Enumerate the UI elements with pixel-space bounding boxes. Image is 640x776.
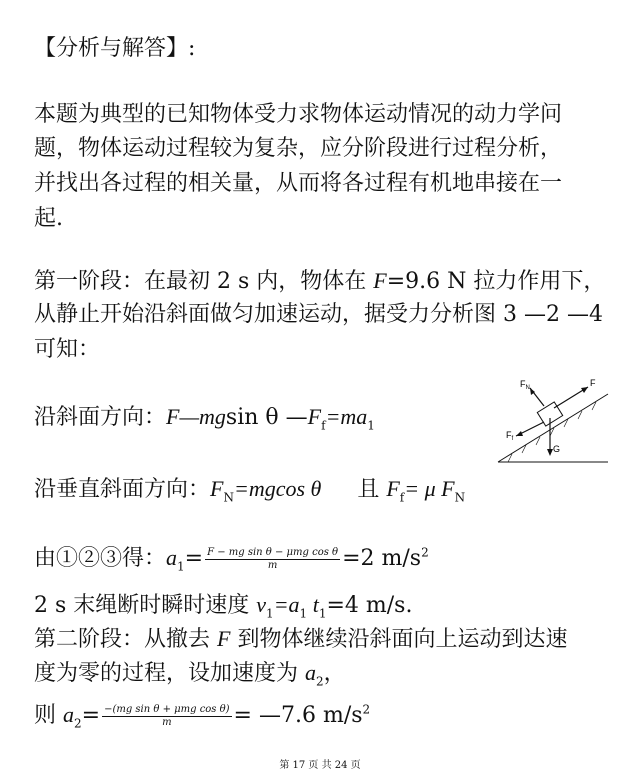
stage1-text-a: 第一阶段：在最初 2 s 内，物体在	[34, 269, 374, 294]
intro-line-1: 本题为典型的已知物体受力求物体运动情况的动力学问	[34, 102, 563, 127]
eq2-rhs2-sub: N	[454, 490, 466, 505]
eq3-numerator: F − mg sin θ − μmg cos θ	[207, 546, 339, 558]
eq4-result-sup: 2	[362, 702, 371, 717]
stage2-text-a: 第二阶段：从撤去	[34, 627, 217, 652]
velocity-v-sub: 1	[266, 606, 274, 621]
eq2-Ff-sub: f	[399, 490, 405, 505]
eq4-numerator: −(mg sin θ + μmg cos θ)	[104, 703, 230, 715]
stage1-text-b: =9.6 N 拉力作用下，	[386, 269, 606, 294]
equation-acceleration-1: 由①②③得：$a_1=$ $\frac{\text{F − mg sin θ − μmg cos θ}}{m}$ =2 $m/s^2$	[34, 545, 429, 574]
velocity-text: 2 s 末绳断时瞬时速度	[34, 593, 257, 618]
eq3-a: a	[166, 545, 178, 570]
velocity-t-sub: 1	[318, 606, 327, 621]
eq2-rhs2: = μ F	[404, 476, 455, 501]
equation-perpendicular	[34, 476, 466, 505]
label-F: F	[590, 378, 596, 388]
stage1-force-symbol: F	[373, 268, 387, 293]
eq3-fraction	[205, 548, 340, 571]
stage2-text-b: 到物体继续沿斜面向上运动到达速	[230, 627, 568, 652]
label-G: G	[553, 444, 561, 454]
velocity-v: v	[256, 592, 267, 617]
eq1-mg: —mg	[179, 404, 226, 429]
page-footer: 第 17 页 共 24 页	[279, 760, 361, 771]
stage2-F: F	[217, 626, 231, 651]
intro-line-2: 题，物体运动过程较为复杂，应分阶段进行过程分析，	[34, 136, 563, 161]
eq2-Ff: F	[386, 476, 400, 501]
eq2-FN-sub: N	[223, 490, 234, 505]
equation-along-incline	[34, 404, 375, 433]
label-Ff: $F_f$	[506, 430, 514, 442]
eq2-label: 沿垂直斜面方向：	[34, 477, 211, 502]
eq3-denominator: m	[267, 559, 278, 571]
label-FN: $F_N$	[520, 379, 530, 391]
velocity-eq: =a	[273, 592, 300, 617]
velocity-a-sub: 1	[299, 606, 308, 621]
force-Ff-arrowhead	[516, 431, 523, 436]
velocity-result: =4 m/s.	[326, 593, 413, 618]
stage1-line-1	[34, 270, 605, 293]
eq1-sin: sin θ —	[225, 405, 308, 430]
eq4-result: = —7.6 m/s	[233, 703, 363, 728]
intro-line-3: 并找出各过程的相关量，从而将各过程有机地串接在一	[34, 171, 563, 196]
velocity-t: t	[307, 592, 319, 617]
stage2-text-d: ，	[323, 661, 346, 686]
eq2-and: 且	[357, 477, 387, 502]
intro-line-4: 起.	[34, 206, 63, 231]
eq4-denominator: m	[162, 716, 172, 728]
eq3-result-sup: 2	[421, 545, 429, 560]
stage2-a: a	[305, 660, 316, 685]
eq1-label: 沿斜面方向：	[34, 405, 167, 430]
eq1-a-sub: 1	[367, 418, 375, 433]
eq4-a: a	[63, 702, 74, 727]
eq2-rhs: =mgcos θ	[233, 476, 322, 501]
stage2-text-c: 度为零的过程，设加速度为	[34, 661, 305, 686]
eq4-a-sub: 2	[74, 716, 82, 731]
eq3-a-sub: 1	[177, 559, 185, 574]
eq1-Ff-sub: f	[321, 418, 326, 433]
eq4-fraction	[102, 705, 231, 728]
eq1-Ff: F	[307, 404, 322, 429]
force-diagram	[492, 374, 612, 466]
stage2-a-sub: 2	[316, 674, 324, 689]
eq2-FN: F	[210, 476, 224, 501]
eq4-label: 则	[34, 703, 63, 728]
stage2-line-1	[34, 628, 567, 651]
stage1-line-3: 可知：	[34, 337, 101, 362]
eq3-label: 由①②③得：	[34, 546, 167, 571]
heading: 【分析与解答】:	[34, 36, 196, 61]
stage1-line-2: 从静止开始沿斜面做匀加速运动，据受力分析图 3 —2 —4	[34, 302, 603, 327]
velocity-line	[34, 592, 413, 621]
eq1-ma: =ma	[325, 404, 368, 429]
stage2-line-2	[34, 660, 346, 689]
eq3-result: =2 m/s	[342, 546, 422, 571]
eq1-F: F	[166, 404, 180, 429]
equation-acceleration-2: 则 $a_2=$ $\frac{\text{−(mg sin θ + μmg cos θ)}}{m}$ = —7.6 $m/s^2$	[34, 702, 371, 731]
